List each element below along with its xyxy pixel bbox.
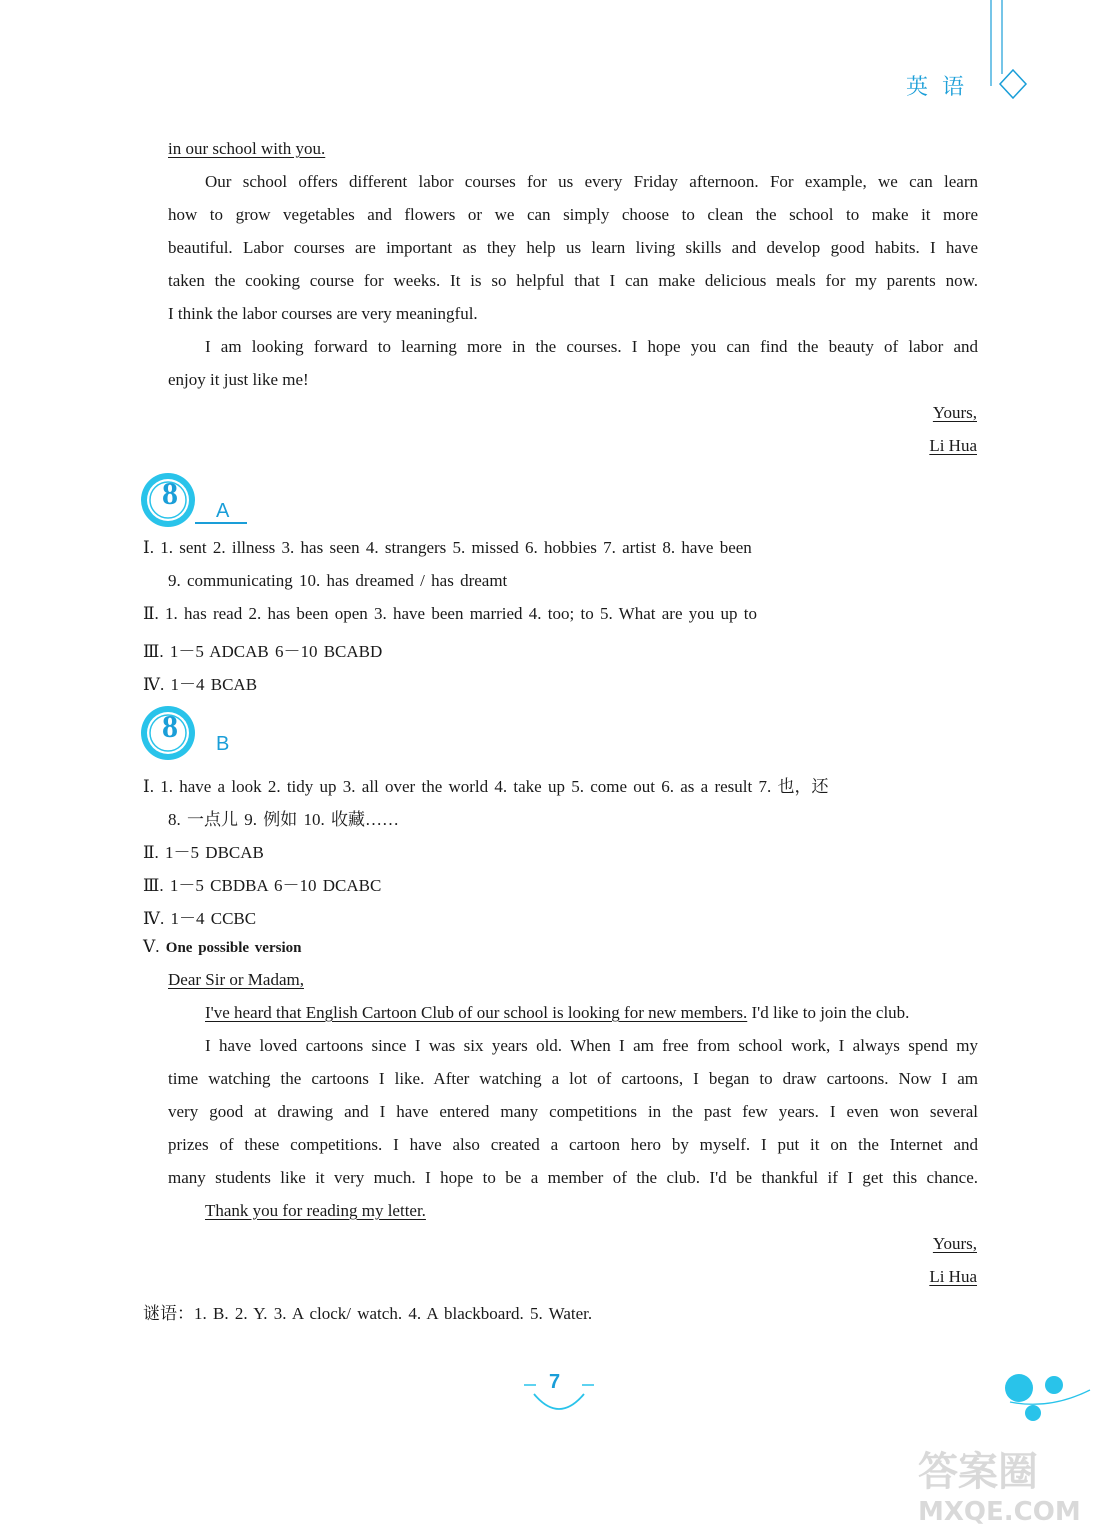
section-8a-underline	[195, 522, 247, 524]
part5-label: Ⅴ.	[143, 937, 166, 956]
letter2-opening-rest: I'd like to join the club.	[747, 1003, 910, 1022]
letter1-signoff: Yours,	[932, 403, 977, 422]
letter2-opening-underlined: I've heard that English Cartoon Club of our school is looking for new members.	[205, 1003, 748, 1022]
watermark	[918, 1440, 1088, 1530]
section-8b-line1: Ⅰ. 1. have a look 2. tidy up 3. all over the world 4. take up 5. come out 6. as a result 7. 也，还	[143, 777, 829, 796]
subject-header: 英语	[906, 75, 979, 100]
letter1-p2-line2: enjoy it just like me!	[168, 370, 309, 389]
letter1-closing-line: in our school with you.	[168, 139, 326, 158]
letter2-body-line1: I have loved cartoons since I was six years old. When I am free from school work, I always spend my	[205, 1036, 978, 1055]
riddles-line: 谜语：1. B. 2. Y. 3. A clock/ watch. 4. A blackboard. 5. Water.	[143, 1304, 593, 1323]
letter2-body-line4: prizes of these competitions. I have also created a cartoon hero by myself. I put it on the Internet and	[168, 1135, 978, 1154]
section-8a-line5: Ⅳ. 1－4 BCAB	[143, 675, 258, 694]
letter2-body-line2: time watching the cartoons I like. After watching a lot of cartoons, I began to draw cartoons. Now I am	[168, 1069, 978, 1088]
section-8b-line5: Ⅳ. 1－4 CCBC	[143, 909, 257, 928]
section-8b-line2: 8. 一点儿 9. 例如 10. 收藏……	[168, 810, 399, 829]
letter2-signature: Li Hua	[929, 1267, 977, 1286]
section-8b-number: 8	[162, 708, 178, 744]
part5-title: One possible version	[165, 940, 302, 956]
letter1-p1-line5: I think the labor courses are very meaningful.	[168, 304, 478, 323]
letter2-opening	[205, 1003, 978, 1023]
section-8a-letter: A	[216, 500, 230, 522]
letter1-p2-line1: I am looking forward to learning more in the courses. I hope you can find the beauty of labor and	[205, 337, 978, 356]
section-8a-line4: Ⅲ. 1－5 ADCAB 6－10 BCABD	[143, 642, 383, 661]
letter1-p1-line1: Our school offers different labor courses for us every Friday afternoon. For example, we can learn	[205, 172, 978, 191]
letter2-greeting: Dear Sir or Madam,	[168, 970, 304, 989]
section-8a-line3: Ⅱ. 1. has read 2. has been open 3. have been married 4. too; to 5. What are you up to	[143, 604, 757, 623]
section-8b-part5-heading	[143, 937, 301, 957]
letter1-signature: Li Hua	[929, 436, 977, 455]
section-8b-letter: B	[216, 733, 230, 755]
section-8b-line4: Ⅲ. 1－5 CBDBA 6－10 DCABC	[143, 876, 382, 895]
letter1-p1-line3: beautiful. Labor courses are important as they help us learn living skills and develop good habits. I have	[168, 238, 978, 257]
section-8a-line1: Ⅰ. 1. sent 2. illness 3. has seen 4. strangers 5. missed 6. hobbies 7. artist 8. have been	[143, 538, 752, 557]
page-number: 7	[549, 1371, 561, 1393]
watermark-cn: 答案圈	[918, 1449, 1038, 1495]
letter1-p1-line2: how to grow vegetables and flowers or we can simply choose to clean the school to make it more	[168, 205, 978, 224]
watermark-url: MXQE.COM	[918, 1497, 1081, 1527]
letter2-body-line3: very good at drawing and I have entered many competitions in the past few years. I even won several	[168, 1102, 978, 1121]
letter2-closing: Thank you for reading my letter.	[205, 1201, 426, 1220]
corner-dots-icon	[1000, 1370, 1094, 1430]
letter2-body-line5: many students like it very much. I hope to be a member of the club. I'd be thankful if I get this chance.	[168, 1168, 978, 1187]
letter2-signoff: Yours,	[932, 1234, 977, 1253]
section-8a-number: 8	[162, 475, 178, 511]
letter1-p1-line4: taken the cooking course for weeks. It is so helpful that I can make delicious meals for my parents now.	[168, 271, 978, 290]
header-decoration	[990, 0, 1050, 110]
section-8a-line2: 9. communicating 10. has dreamed / has dreamt	[168, 571, 508, 590]
section-8b-line3: Ⅱ. 1－5 DBCAB	[143, 843, 264, 862]
